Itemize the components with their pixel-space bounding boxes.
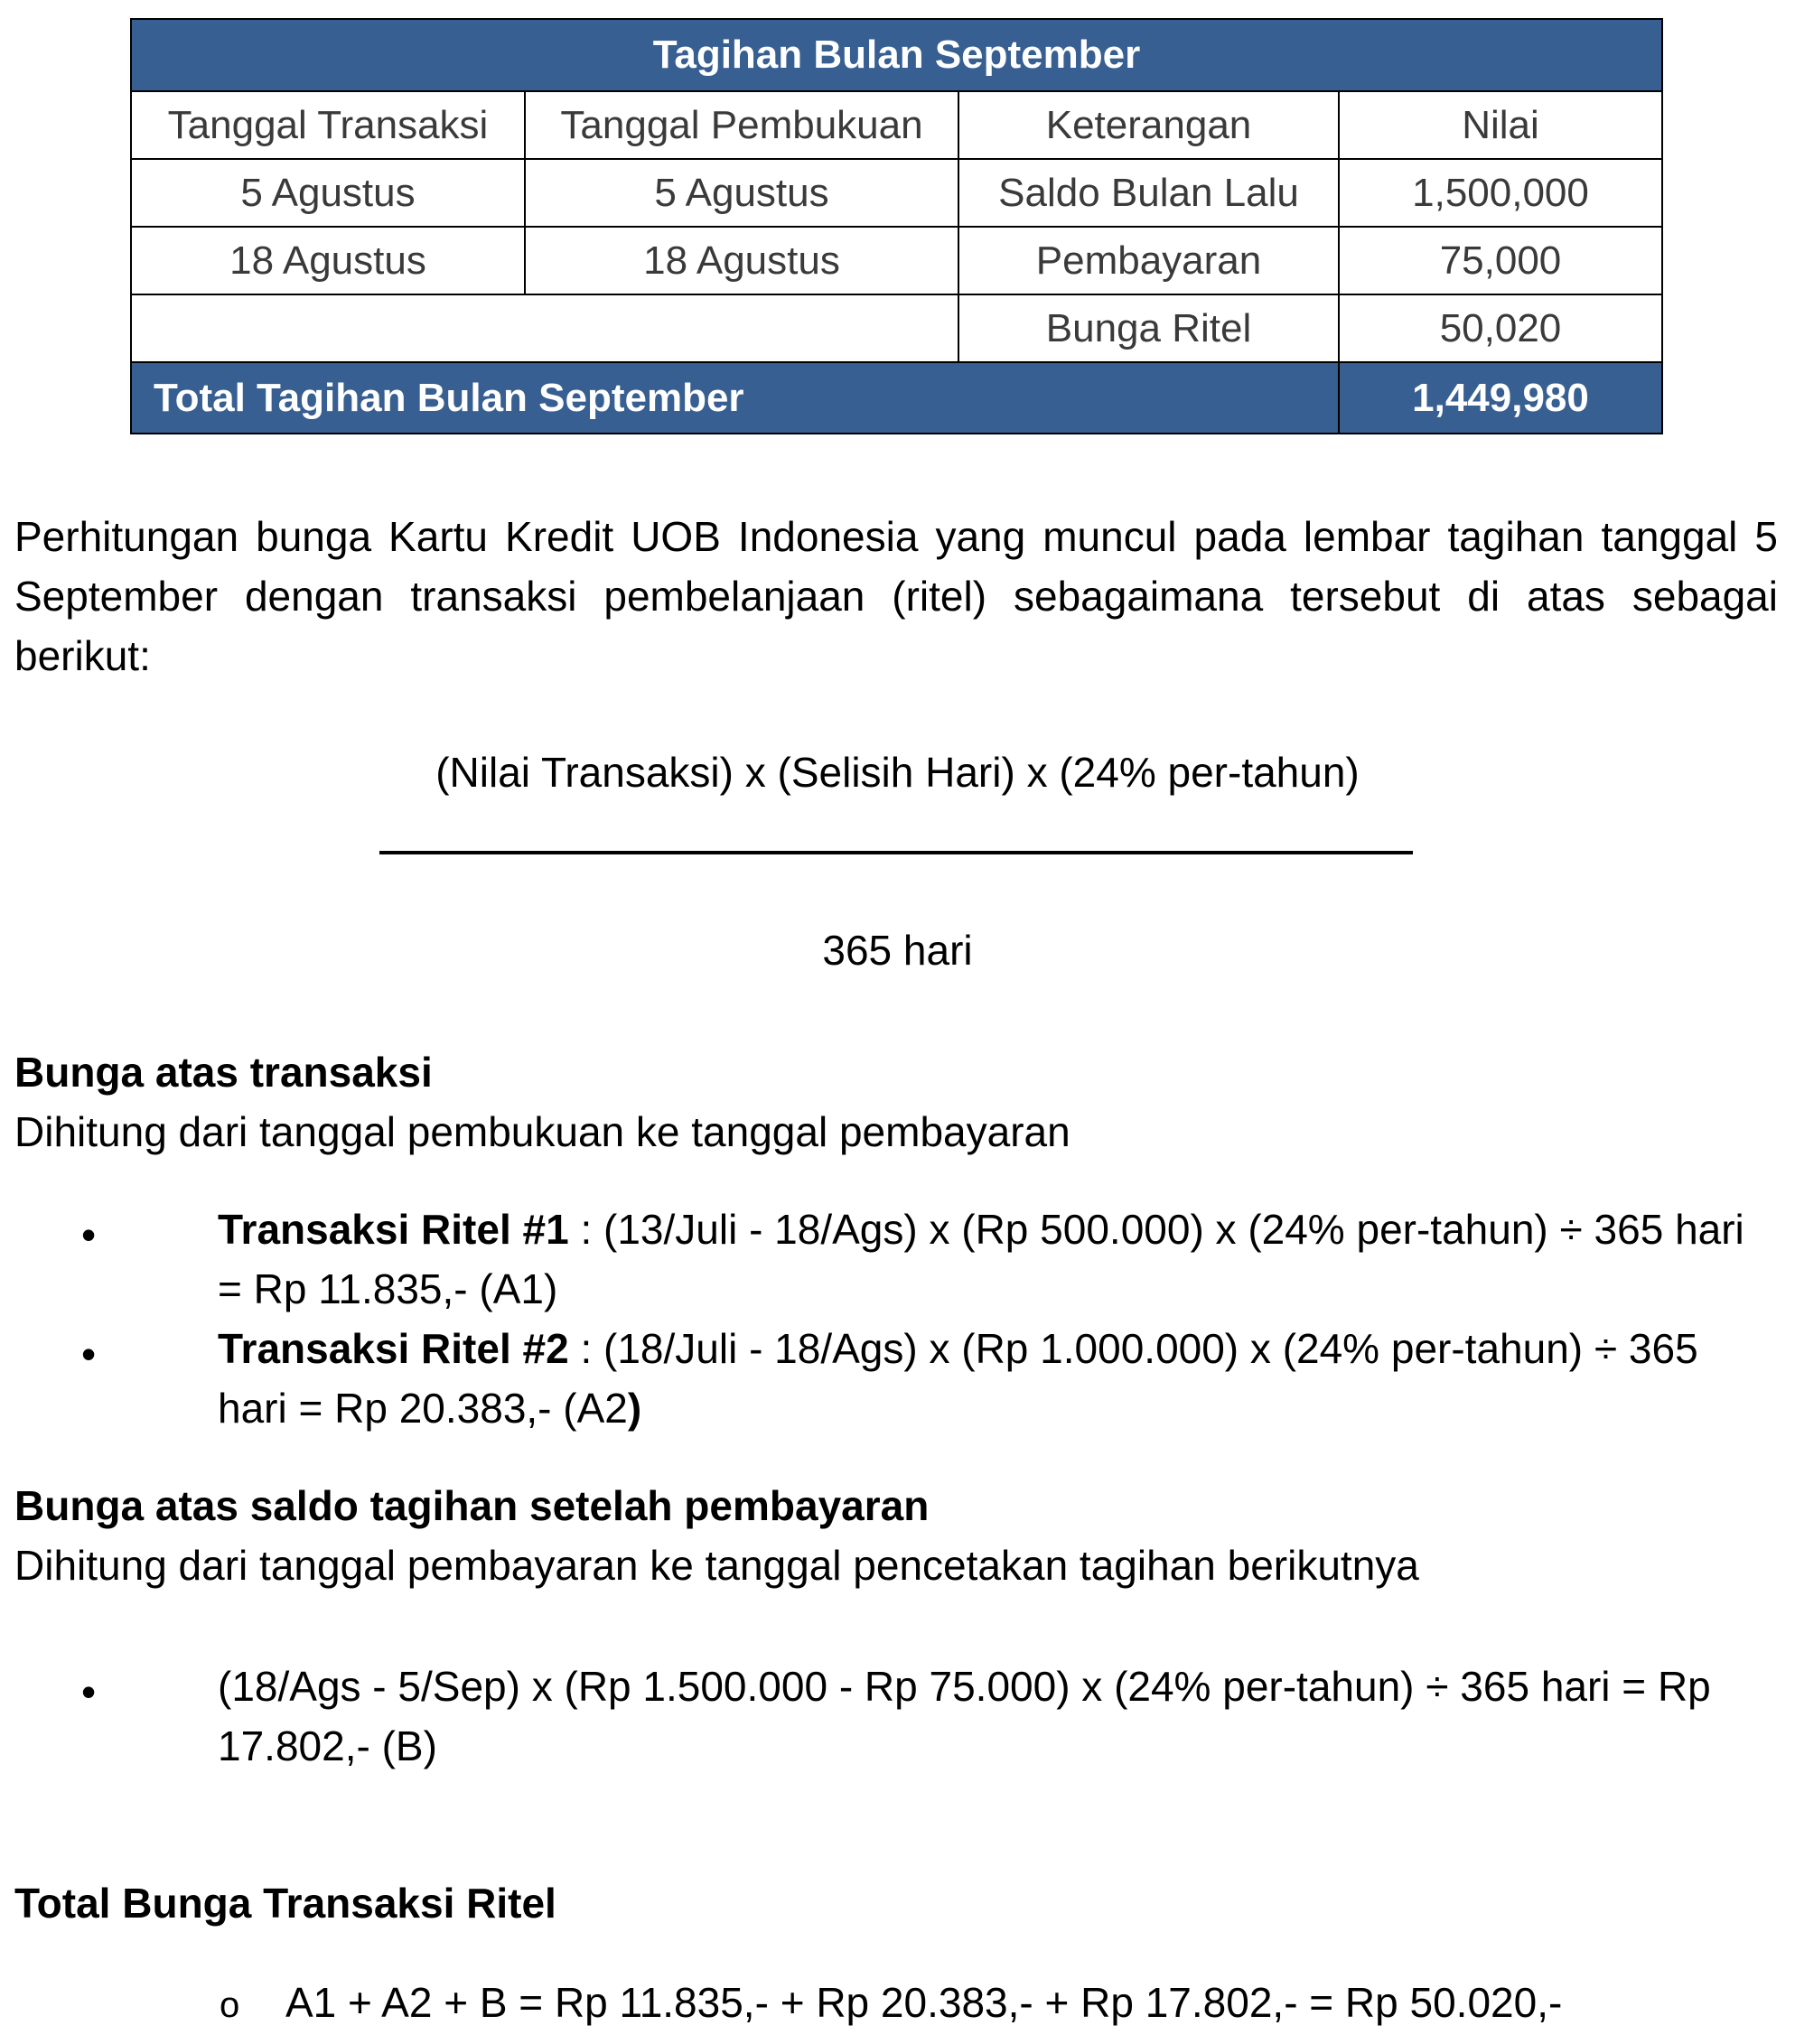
table-title: Tagihan Bulan September xyxy=(131,19,1662,91)
bullet-icon: • xyxy=(81,1330,97,1377)
table-cell: 18 Agustus xyxy=(525,227,958,294)
total-value: 1,449,980 xyxy=(1339,362,1662,434)
column-header: Tanggal Pembukuan xyxy=(525,91,958,159)
table-cell: 50,020 xyxy=(1339,294,1662,362)
bullet-icon: • xyxy=(81,1668,97,1715)
table-cell: 1,500,000 xyxy=(1339,159,1662,227)
table-cell: 75,000 xyxy=(1339,227,1662,294)
section-heading: Bunga atas saldo tagihan setelah pembayaran xyxy=(14,1482,930,1529)
table-cell: 18 Agustus xyxy=(131,227,525,294)
section-subtitle: Dihitung dari tanggal pembayaran ke tanggal pencetakan tagihan berikutnya xyxy=(14,1542,1419,1589)
list-item xyxy=(218,1199,1772,1319)
bullet-icon: • xyxy=(81,1211,97,1258)
column-header: Tanggal Transaksi xyxy=(131,91,525,159)
table-cell: Pembayaran xyxy=(958,227,1339,294)
column-header: Keterangan xyxy=(958,91,1339,159)
table-cell: 5 Agustus xyxy=(131,159,525,227)
formula-numerator: (Nilai Transaksi) x (Selisih Hari) x (24% per-tahun) xyxy=(435,749,1360,796)
section-heading: Bunga atas transaksi xyxy=(14,1049,433,1096)
item-text-end: ) xyxy=(627,1385,642,1432)
table-row xyxy=(131,159,1662,227)
section-heading: Total Bunga Transaksi Ritel xyxy=(14,1880,556,1927)
section-subtitle: Dihitung dari tanggal pembukuan ke tanggal pembayaran xyxy=(14,1108,1070,1155)
item-label: Transaksi Ritel #2 xyxy=(218,1325,569,1372)
item-text: : (18/Juli - 18/Ags) x (Rp 1.000.000) x (24% per-tahun) ÷ 365 hari = Rp 20.383,- (A2 xyxy=(218,1325,1698,1432)
formula-denominator: 365 hari xyxy=(822,927,973,974)
table-cell: Saldo Bulan Lalu xyxy=(958,159,1339,227)
billing-table xyxy=(130,18,1663,434)
fraction-line xyxy=(379,851,1413,854)
total-label: Total Tagihan Bulan September xyxy=(131,362,1339,434)
intro-paragraph: Perhitungan bunga Kartu Kredit UOB Indonesia yang muncul pada lembar tagihan tanggal 5 September dengan transaksi pembelanjaan (ritel) sebagaimana tersebut di atas sebagai berikut: xyxy=(14,513,1778,679)
circle-bullet-icon: o xyxy=(220,1985,240,2025)
item-label: Transaksi Ritel #1 xyxy=(218,1206,569,1253)
table-total-row xyxy=(131,362,1662,434)
table-row xyxy=(131,294,1662,362)
list-item: A1 + A2 + B = Rp 11.835,- + Rp 20.383,- + Rp 17.802,- = Rp 50.020,- xyxy=(285,1979,1563,2026)
table-cell-empty xyxy=(131,294,958,362)
list-item: (18/Ags - 5/Sep) x (Rp 1.500.000 - Rp 75.000) x (24% per-tahun) ÷ 365 hari = Rp 17.802,- (B) xyxy=(218,1663,1711,1769)
column-header: Nilai xyxy=(1339,91,1662,159)
list-item xyxy=(218,1319,1772,1438)
table-row xyxy=(131,227,1662,294)
table-cell: 5 Agustus xyxy=(525,159,958,227)
item-text: : (13/Juli - 18/Ags) x (Rp 500.000) x (24% per-tahun) ÷ 365 hari = Rp 11.835,- (A1) xyxy=(218,1206,1744,1312)
table-header-row xyxy=(131,91,1662,159)
table-cell: Bunga Ritel xyxy=(958,294,1339,362)
